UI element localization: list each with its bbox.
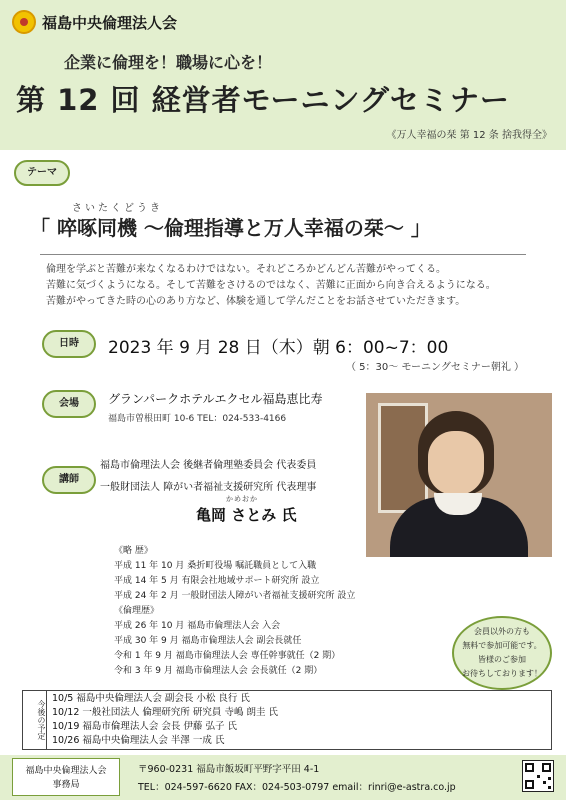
rinri-item: 平成 26 年 10 月 福島市倫理法人会 入会 [114,621,281,631]
invite-line: 無料で参加可能です。 [462,641,542,650]
lecturer-ruby: かめおか [226,495,258,503]
upcoming-item: 10/5 福島中央倫理法人会 副会長 小松 良行 氏 [52,693,250,704]
rinri-title: 《倫理歴》 [114,606,160,616]
invite-badge [452,616,552,690]
invite-line: 会員以外の方も [474,627,530,636]
rinri-logo-icon [12,10,36,34]
intro-line: 倫理を学ぶと苦難が来なくなるわけではない。それどころかどんどん苦難がやってくる。 [46,264,446,275]
lecturer-org-1: 福島市倫理法人会 後継者倫理塾委員会 代表委員 [100,460,317,471]
career-list [114,544,355,679]
office-name: 福島中央倫理法人会 [25,766,107,776]
office-dept: 事務局 [52,780,80,790]
career-item: 平成 24 年 2 月 一般財団法人障がい者福祉支援研究所 設立 [114,591,356,601]
lecturer-org-2: 一般財団法人 障がい者福祉支援研究所 代表理事 [100,482,317,493]
venue-address: 福島市曽根田町 10-6 TEL：024-533-4166 [108,414,287,424]
venue-name: グランパークホテルエクセル福島恵比寿 [108,392,323,406]
venue-label: 会場 [42,390,96,418]
qr-dot [537,775,540,778]
footer-address: 〒960-0231 福島市飯坂町平野字平田 4-1 [138,764,320,775]
invite-line: お待ちしております！ [462,669,542,678]
lecturer-name: 亀岡 さとみ 氏 [196,506,297,524]
logo-center [20,18,28,26]
catchphrase: 企業に倫理を！職場に心を！ [64,53,273,72]
footer-contact[interactable]: TEL：024-597-6620 FAX：024-503-0797 email：rinri@e-astra.co.jp [138,782,456,793]
upcoming-list [52,692,278,748]
rinri-item: 平成 30 年 9 月 福島市倫理法人会 副会長就任 [114,636,302,646]
upcoming-item: 10/12 一般社団法人 倫理研究所 研究員 寺嶋 朗圭 氏 [52,707,278,718]
rinri-item: 令和 3 年 9 月 福島市倫理法人会 会長就任（2 期） [114,666,323,676]
theme-text: 「 啐啄同機 ～倫理指導と万人幸福の栞～ 」 [30,216,431,240]
subtitle: 《万人幸福の栞 第 12 条 捨我得全》 [386,130,552,141]
lecturer-label: 講師 [42,466,96,494]
office-box [12,758,120,796]
upcoming-item: 10/19 福島市倫理法人会 会長 伊藤 弘子 氏 [52,721,237,732]
qr-dot [548,777,551,780]
intro-line: 苦難に気づくようになる。そして苦難をさけるのではなく、苦難に正面から向き合えるようになる。 [46,280,496,291]
event-datetime: 2023 年 9 月 28 日（木）朝 6：00~7：00 [108,338,449,358]
invite-line: 皆様のご参加 [478,655,526,664]
rinri-item: 令和 1 年 9 月 福島市倫理法人会 専任幹事就任（2 期） [114,651,341,661]
intro-line: 苦難がやってきた時の心のあり方など、体験を通して学んだことをお話させていただきます。 [46,296,466,307]
photo-face [428,431,484,495]
upcoming-item: 10/26 福島中央倫理法人会 半澤 一成 氏 [52,735,225,746]
qr-finder [542,763,551,772]
qr-code-icon[interactable] [522,760,554,792]
page-title: 第 12 回 経営者モーニングセミナー [16,83,510,117]
event-note: （ 5：30～ モーニングセミナー朝礼 ） [346,362,525,373]
theme-ruby: さいたくどうき [72,203,163,214]
career-item: 平成 11 年 10 月 桑折町役場 嘱託職員として入職 [114,561,317,571]
lecturer-photo [366,393,552,557]
divider [40,254,526,255]
intro-text [46,262,496,310]
qr-dot [543,781,546,784]
upcoming-label: 今後の予定 [37,700,46,740]
qr-finder [525,780,534,789]
career-item: 平成 14 年 5 月 有限会社地域サポート研究所 設立 [114,576,320,586]
career-title: 《略 歴》 [114,546,153,556]
org-name: 福島中央倫理法人会 [42,14,178,32]
qr-dot [548,786,551,789]
theme-label: テーマ [14,160,70,186]
upcoming-divider [46,690,47,750]
date-label: 日時 [42,330,96,358]
qr-finder [525,763,534,772]
